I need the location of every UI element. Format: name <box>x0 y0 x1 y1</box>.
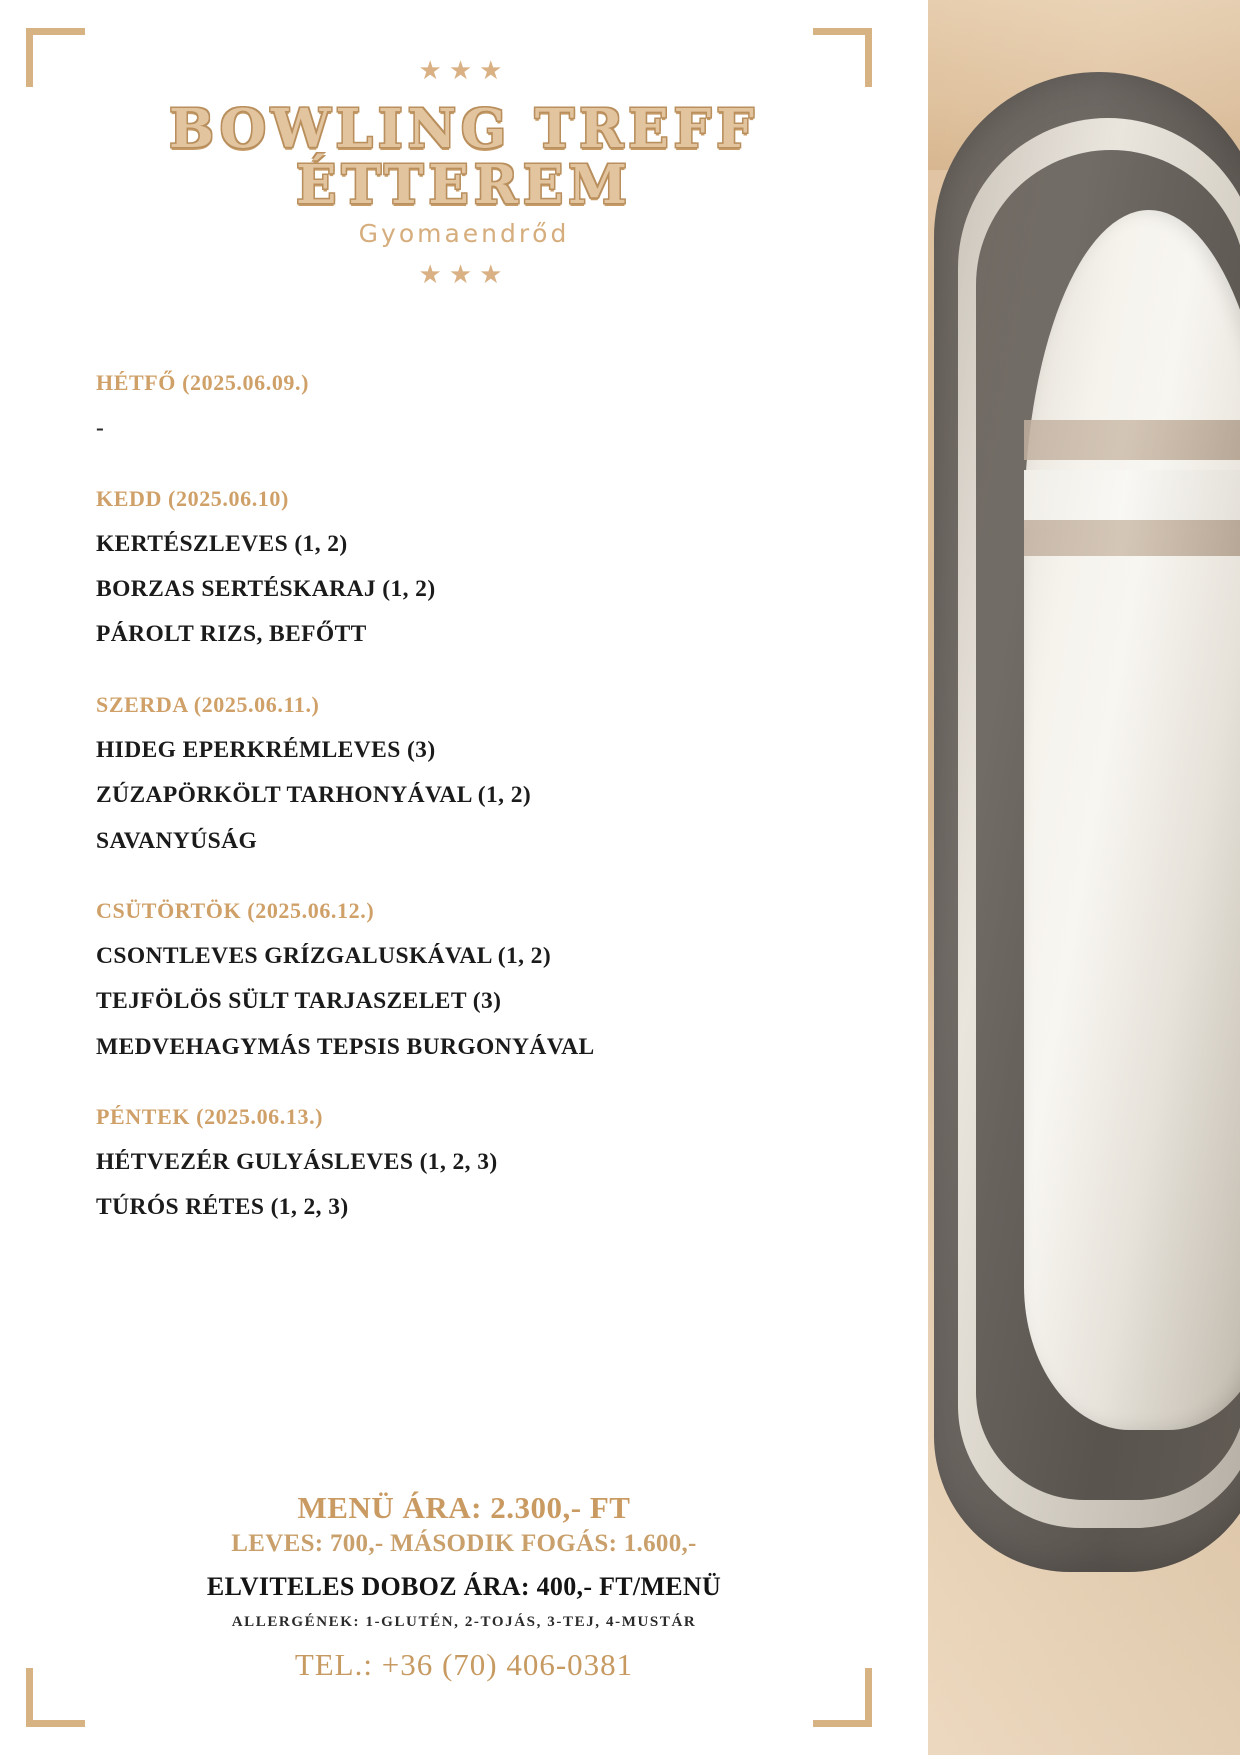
stars-top-icon: ★★★ <box>418 56 510 85</box>
weekly-menu-list <box>0 288 928 1223</box>
dish-item: KERTÉSZLEVES (1, 2) <box>96 530 348 557</box>
day-title: PÉNTEK (2025.06.13.) <box>96 1104 324 1130</box>
pin-stripe-upper <box>1024 420 1240 460</box>
dish-item: PÁROLT RIZS, BEFŐTT <box>96 621 367 648</box>
bowling-pin-photo <box>928 0 1240 1755</box>
course-prices: LEVES: 700,- MÁSODIK FOGÁS: 1.600,- <box>231 1530 697 1557</box>
page-header <box>0 0 928 288</box>
stars-bottom-icon: ★★★ <box>418 260 510 290</box>
town-subtitle: Gyomaendrőd <box>358 219 570 249</box>
day-block <box>96 692 928 856</box>
day-title: HÉTFŐ (2025.06.09.) <box>96 370 310 396</box>
bowling-pin-icon <box>1024 210 1240 1430</box>
corner-bracket-top-right <box>813 28 872 87</box>
dish-item: SAVANYÚSÁG <box>96 827 258 854</box>
dish-item: HÉTVEZÉR GULYÁSLEVES (1, 2, 3) <box>96 1149 498 1176</box>
dish-item: TEJFÖLÖS SÜLT TARJASZELET (3) <box>96 988 502 1015</box>
day-block <box>96 486 928 650</box>
pin-stripe-lower <box>1024 520 1240 556</box>
dish-item: CSONTLEVES GRÍZGALUSKÁVAL (1, 2) <box>96 942 552 969</box>
dish-item: HIDEG EPERKRÉMLEVES (3) <box>96 736 436 763</box>
dish-item: BORZAS SERTÉSKARAJ (1, 2) <box>96 576 436 603</box>
dish-item: - <box>96 415 105 442</box>
day-block <box>96 1104 928 1223</box>
day-title: CSÜTÖRTÖK (2025.06.12.) <box>96 897 375 923</box>
brand-line-2: ÉTTEREM <box>296 153 632 216</box>
brand-line-1: BOWLING TREFF <box>169 98 759 160</box>
corner-bracket-top-left <box>26 28 85 87</box>
dish-item: MEDVEHAGYMÁS TEPSIS BURGONYÁVAL <box>96 1033 595 1060</box>
day-title: KEDD (2025.06.10) <box>96 485 289 511</box>
menu-price: MENÜ ÁRA: 2.300,- FT <box>297 1490 631 1525</box>
dish-item: TÚRÓS RÉTES (1, 2, 3) <box>96 1194 349 1221</box>
page-title <box>0 98 928 216</box>
page-footer <box>0 1490 928 1683</box>
day-title: SZERDA (2025.06.11.) <box>96 691 320 717</box>
takeaway-box-price: ELVITELES DOBOZ ÁRA: 400,- FT/MENÜ <box>206 1572 722 1601</box>
allergen-legend: ALLERGÉNEK: 1-GLUTÉN, 2-TOJÁS, 3-TEJ, 4-MUSTÁR <box>231 1614 697 1630</box>
dish-item: ZÚZAPÖRKÖLT TARHONYÁVAL (1, 2) <box>96 782 532 809</box>
phone-number[interactable]: TEL.: +36 (70) 406-0381 <box>294 1647 634 1682</box>
day-block <box>96 370 928 443</box>
day-block <box>96 898 928 1062</box>
